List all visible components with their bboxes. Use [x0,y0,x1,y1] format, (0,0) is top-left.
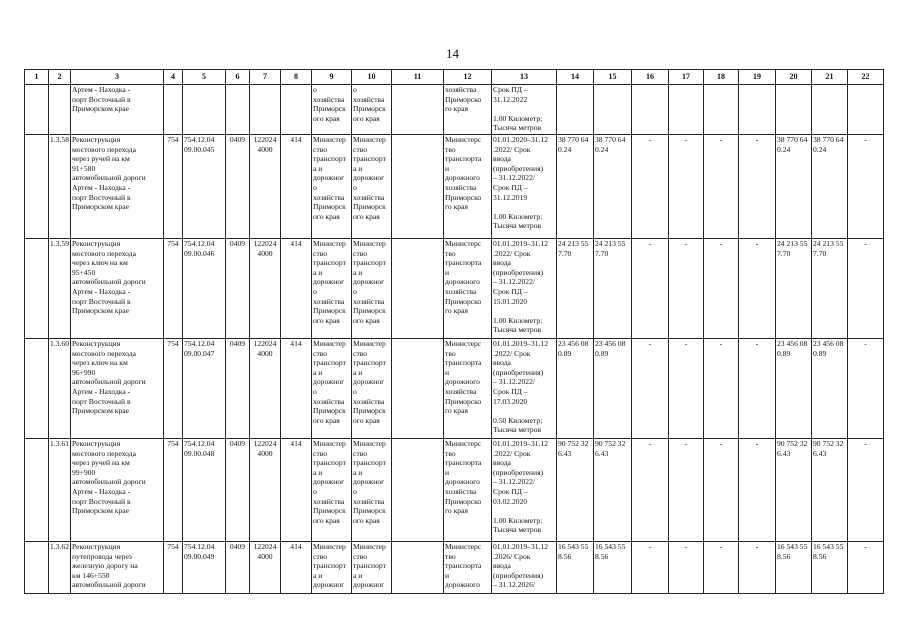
cell-name: Реконструкция мостового перехода через ключ на км 95+450 автомобильной дороги Артем - Находка - порт Восточный в Приморском крае [71,239,164,339]
table-row [25,239,884,339]
cell-c12: Министерс тво транспорта и дорожного хозяйства Приморско го края [444,239,492,339]
cell-c4: 754 [164,439,183,542]
cell-c20: 24 213 55 7.70 [776,239,812,339]
cell-c17: - [669,239,704,339]
cell-no: 1.3.62 [49,542,71,594]
cell-c6: 0409 [226,542,250,594]
column-header-5: 5 [183,70,226,85]
cell-c16: - [632,339,669,439]
column-header-22: 22 [848,70,884,85]
cell-c9: Министер ство транспорт а и дорожног о хозяйства Приморск ого края [312,239,352,339]
cell-c14 [557,85,594,135]
cell-no: 1.3.61 [49,439,71,542]
column-header-6: 6 [226,70,250,85]
cell-no: 1.3.60 [49,339,71,439]
cell-c7: 122024 4000 [250,339,281,439]
header-row [25,70,884,85]
cell-c10: Министер ство транспорт а и дорожног [352,542,392,594]
cell-c8 [281,85,312,135]
cell-c21: 23 456 08 0.89 [812,339,848,439]
column-header-19: 19 [739,70,776,85]
cell-c12: Министерс тво транспорта и дорожного хозяйства Приморско го края [444,339,492,439]
cell-c19: - [739,339,776,439]
cell-c8: 414 [281,239,312,339]
row-blank-cell [25,439,49,542]
cell-c11 [392,239,444,339]
cell-c19: - [739,439,776,542]
cell-name: Реконструкция мостового перехода через ручей на км 99+900 автомобильной дороги Артем - Находка - порт Восточный в Приморском крае [71,439,164,542]
cell-c15: 38 770 64 0.24 [594,135,632,239]
cell-c7: 122024 4000 [250,439,281,542]
row-blank-cell [25,239,49,339]
cell-c18: - [704,439,739,542]
page-number: 14 [446,46,459,61]
cell-c10: Министер ство транспорт а и дорожног о хозяйства Приморск ого края [352,135,392,239]
cell-c8: 414 [281,542,312,594]
cell-c4: 754 [164,542,183,594]
cell-c20: 23 456 08 0.89 [776,339,812,439]
cell-c9: Министер ство транспорт а и дорожног о хозяйства Приморск ого края [312,439,352,542]
cell-c4 [164,85,183,135]
cell-c16: - [632,439,669,542]
cell-c15: 16 543 55 8.56 [594,542,632,594]
cell-c13: Срок ПД – 31.12.2022 1.00 Километр; Тысяча метров [492,85,557,135]
row-blank-cell [25,85,49,135]
cell-no [49,85,71,135]
cell-c14: 90 752 32 6.43 [557,439,594,542]
row-blank-cell [25,135,49,239]
cell-c5 [183,85,226,135]
table-row [25,542,884,594]
column-header-14: 14 [557,70,594,85]
cell-c21: 90 752 32 6.43 [812,439,848,542]
cell-c21: 38 770 64 0.24 [812,135,848,239]
cell-c17: - [669,439,704,542]
column-header-2: 2 [49,70,71,85]
cell-name: Реконструкция мостового перехода через ручей на км 91+580 автомобильной дороги Артем - Находка - порт Восточный в Приморском крае [71,135,164,239]
cell-c16: - [632,542,669,594]
cell-c7: 122024 4000 [250,135,281,239]
cell-c10: Министер ство транспорт а и дорожног о хозяйства Приморск ого края [352,439,392,542]
column-header-13: 13 [492,70,557,85]
cell-c15 [594,85,632,135]
cell-c15: 90 752 32 6.43 [594,439,632,542]
cell-c18: - [704,339,739,439]
column-header-17: 17 [669,70,704,85]
cell-c13: 01.01.2019–31.12 .2026/ Срок ввода (приобретения) – 31.12.2026/ [492,542,557,594]
cell-c6 [226,85,250,135]
cell-c9: о хозяйства Приморск ого края [312,85,352,135]
cell-c7: 122024 4000 [250,542,281,594]
cell-c17: - [669,339,704,439]
cell-c20: 90 752 32 6.43 [776,439,812,542]
cell-c5: 754.12.04 09.00.048 [183,439,226,542]
cell-c18 [704,85,739,135]
table-row [25,85,884,135]
cell-c10: Министер ство транспорт а и дорожног о хозяйства Приморск ого края [352,339,392,439]
cell-c6: 0409 [226,135,250,239]
cell-c16: - [632,135,669,239]
column-header-3: 3 [71,70,164,85]
cell-c11 [392,339,444,439]
cell-c12: Министерс тво транспорта и дорожного хозяйства Приморско го края [444,439,492,542]
cell-c9: Министер ство транспорт а и дорожног о хозяйства Приморск ого края [312,339,352,439]
cell-c13: 01.01.2019–31.12 .2022/ Срок ввода (приобретения) – 31.12.2022/ Срок ПД – 15.01.2020 1.00 Километр; Тысяча метров [492,239,557,339]
cell-c19: - [739,135,776,239]
cell-no: 1.3.59 [49,239,71,339]
cell-c21: 24 213 55 7.70 [812,239,848,339]
column-header-8: 8 [281,70,312,85]
cell-c17 [669,85,704,135]
cell-c14: 16 543 55 8.56 [557,542,594,594]
cell-c5: 754.12.04 09.00.045 [183,135,226,239]
cell-c13: 01.01.2019–31.12 .2022/ Срок ввода (приобретения) – 31.12.2022/ Срок ПД – 03.02.2020 1.00 Километр; Тысяча метров [492,439,557,542]
column-header-10: 10 [352,70,392,85]
column-header-18: 18 [704,70,739,85]
cell-name: Реконструкция путепровода через железную дорогу на км 146+550 автомобильной дороги [71,542,164,594]
cell-c12: хозяйства Приморско го края [444,85,492,135]
cell-c20: 16 543 55 8.56 [776,542,812,594]
column-header-11: 11 [392,70,444,85]
row-blank-cell [25,339,49,439]
cell-c19 [739,85,776,135]
table-row [25,439,884,542]
cell-c4: 754 [164,135,183,239]
column-header-7: 7 [250,70,281,85]
cell-c22: - [848,439,884,542]
cell-c22: - [848,542,884,594]
cell-c14: 24 213 55 7.70 [557,239,594,339]
cell-c22: - [848,239,884,339]
cell-c8: 414 [281,135,312,239]
cell-c6: 0409 [226,239,250,339]
row-blank-cell [25,542,49,594]
cell-c12: Министерс тво транспорта и дорожного хозяйства Приморско го края [444,135,492,239]
cell-c15: 23 456 08 0.89 [594,339,632,439]
cell-c7: 122024 4000 [250,239,281,339]
cell-c17: - [669,542,704,594]
cell-c6: 0409 [226,439,250,542]
cell-c22: - [848,135,884,239]
cell-c14: 38 770 64 0.24 [557,135,594,239]
cell-c11 [392,85,444,135]
table-row [25,339,884,439]
cell-c18: - [704,542,739,594]
column-header-21: 21 [812,70,848,85]
cell-c19: - [739,239,776,339]
cell-c13: 01.01.2019–31.12 .2022/ Срок ввода (приобретения) – 31.12.2022/ Срок ПД – 17.03.2020 0.50 Километр; Тысяча метров [492,339,557,439]
cell-no: 1.3.58 [49,135,71,239]
cell-c10: о хозяйства Приморск ого края [352,85,392,135]
column-header-12: 12 [444,70,492,85]
cell-c8: 414 [281,339,312,439]
cell-c5: 754.12.04 09.00.047 [183,339,226,439]
cell-c8: 414 [281,439,312,542]
cell-c13: 01.01.2020–31.12 .2022/ Срок ввода (приобретения) – 31.12.2022/ Срок ПД – 31.12.2019 1.00 Километр; Тысяча метров [492,135,557,239]
cell-c11 [392,439,444,542]
cell-c15: 24 213 55 7.70 [594,239,632,339]
cell-c21: 16 543 55 8.56 [812,542,848,594]
cell-c5: 754.12.04 09.00.049 [183,542,226,594]
cell-c17: - [669,135,704,239]
cell-c6: 0409 [226,339,250,439]
cell-c20 [776,85,812,135]
cell-c9: Министер ство транспорт а и дорожног [312,542,352,594]
cell-c22: - [848,339,884,439]
column-header-9: 9 [312,70,352,85]
cell-c5: 754.12.04 09.00.046 [183,239,226,339]
cell-c19: - [739,542,776,594]
column-header-16: 16 [632,70,669,85]
cell-c10: Министер ство транспорт а и дорожног о хозяйства Приморск ого края [352,239,392,339]
table-row [25,135,884,239]
column-header-15: 15 [594,70,632,85]
cell-c16 [632,85,669,135]
cell-c4: 754 [164,339,183,439]
column-header-1: 1 [25,70,49,85]
cell-c20: 38 770 64 0.24 [776,135,812,239]
cell-name: Артем - Находка - порт Восточный в Приморском крае [71,85,164,135]
cell-c7 [250,85,281,135]
cell-c4: 754 [164,239,183,339]
budget-table [24,69,884,594]
cell-c22 [848,85,884,135]
cell-c9: Министер ство транспорт а и дорожног о хозяйства Приморск ого края [312,135,352,239]
cell-c18: - [704,239,739,339]
cell-c21 [812,85,848,135]
cell-c14: 23 456 08 0.89 [557,339,594,439]
cell-c11 [392,135,444,239]
cell-c18: - [704,135,739,239]
column-header-4: 4 [164,70,183,85]
column-header-20: 20 [776,70,812,85]
cell-c11 [392,542,444,594]
cell-c16: - [632,239,669,339]
cell-c12: Министерс тво транспорта и дорожного [444,542,492,594]
cell-name: Реконструкция мостового перехода через ключ на км 96+990 автомобильной дороги Артем - Находка - порт Восточный в Приморском крае [71,339,164,439]
